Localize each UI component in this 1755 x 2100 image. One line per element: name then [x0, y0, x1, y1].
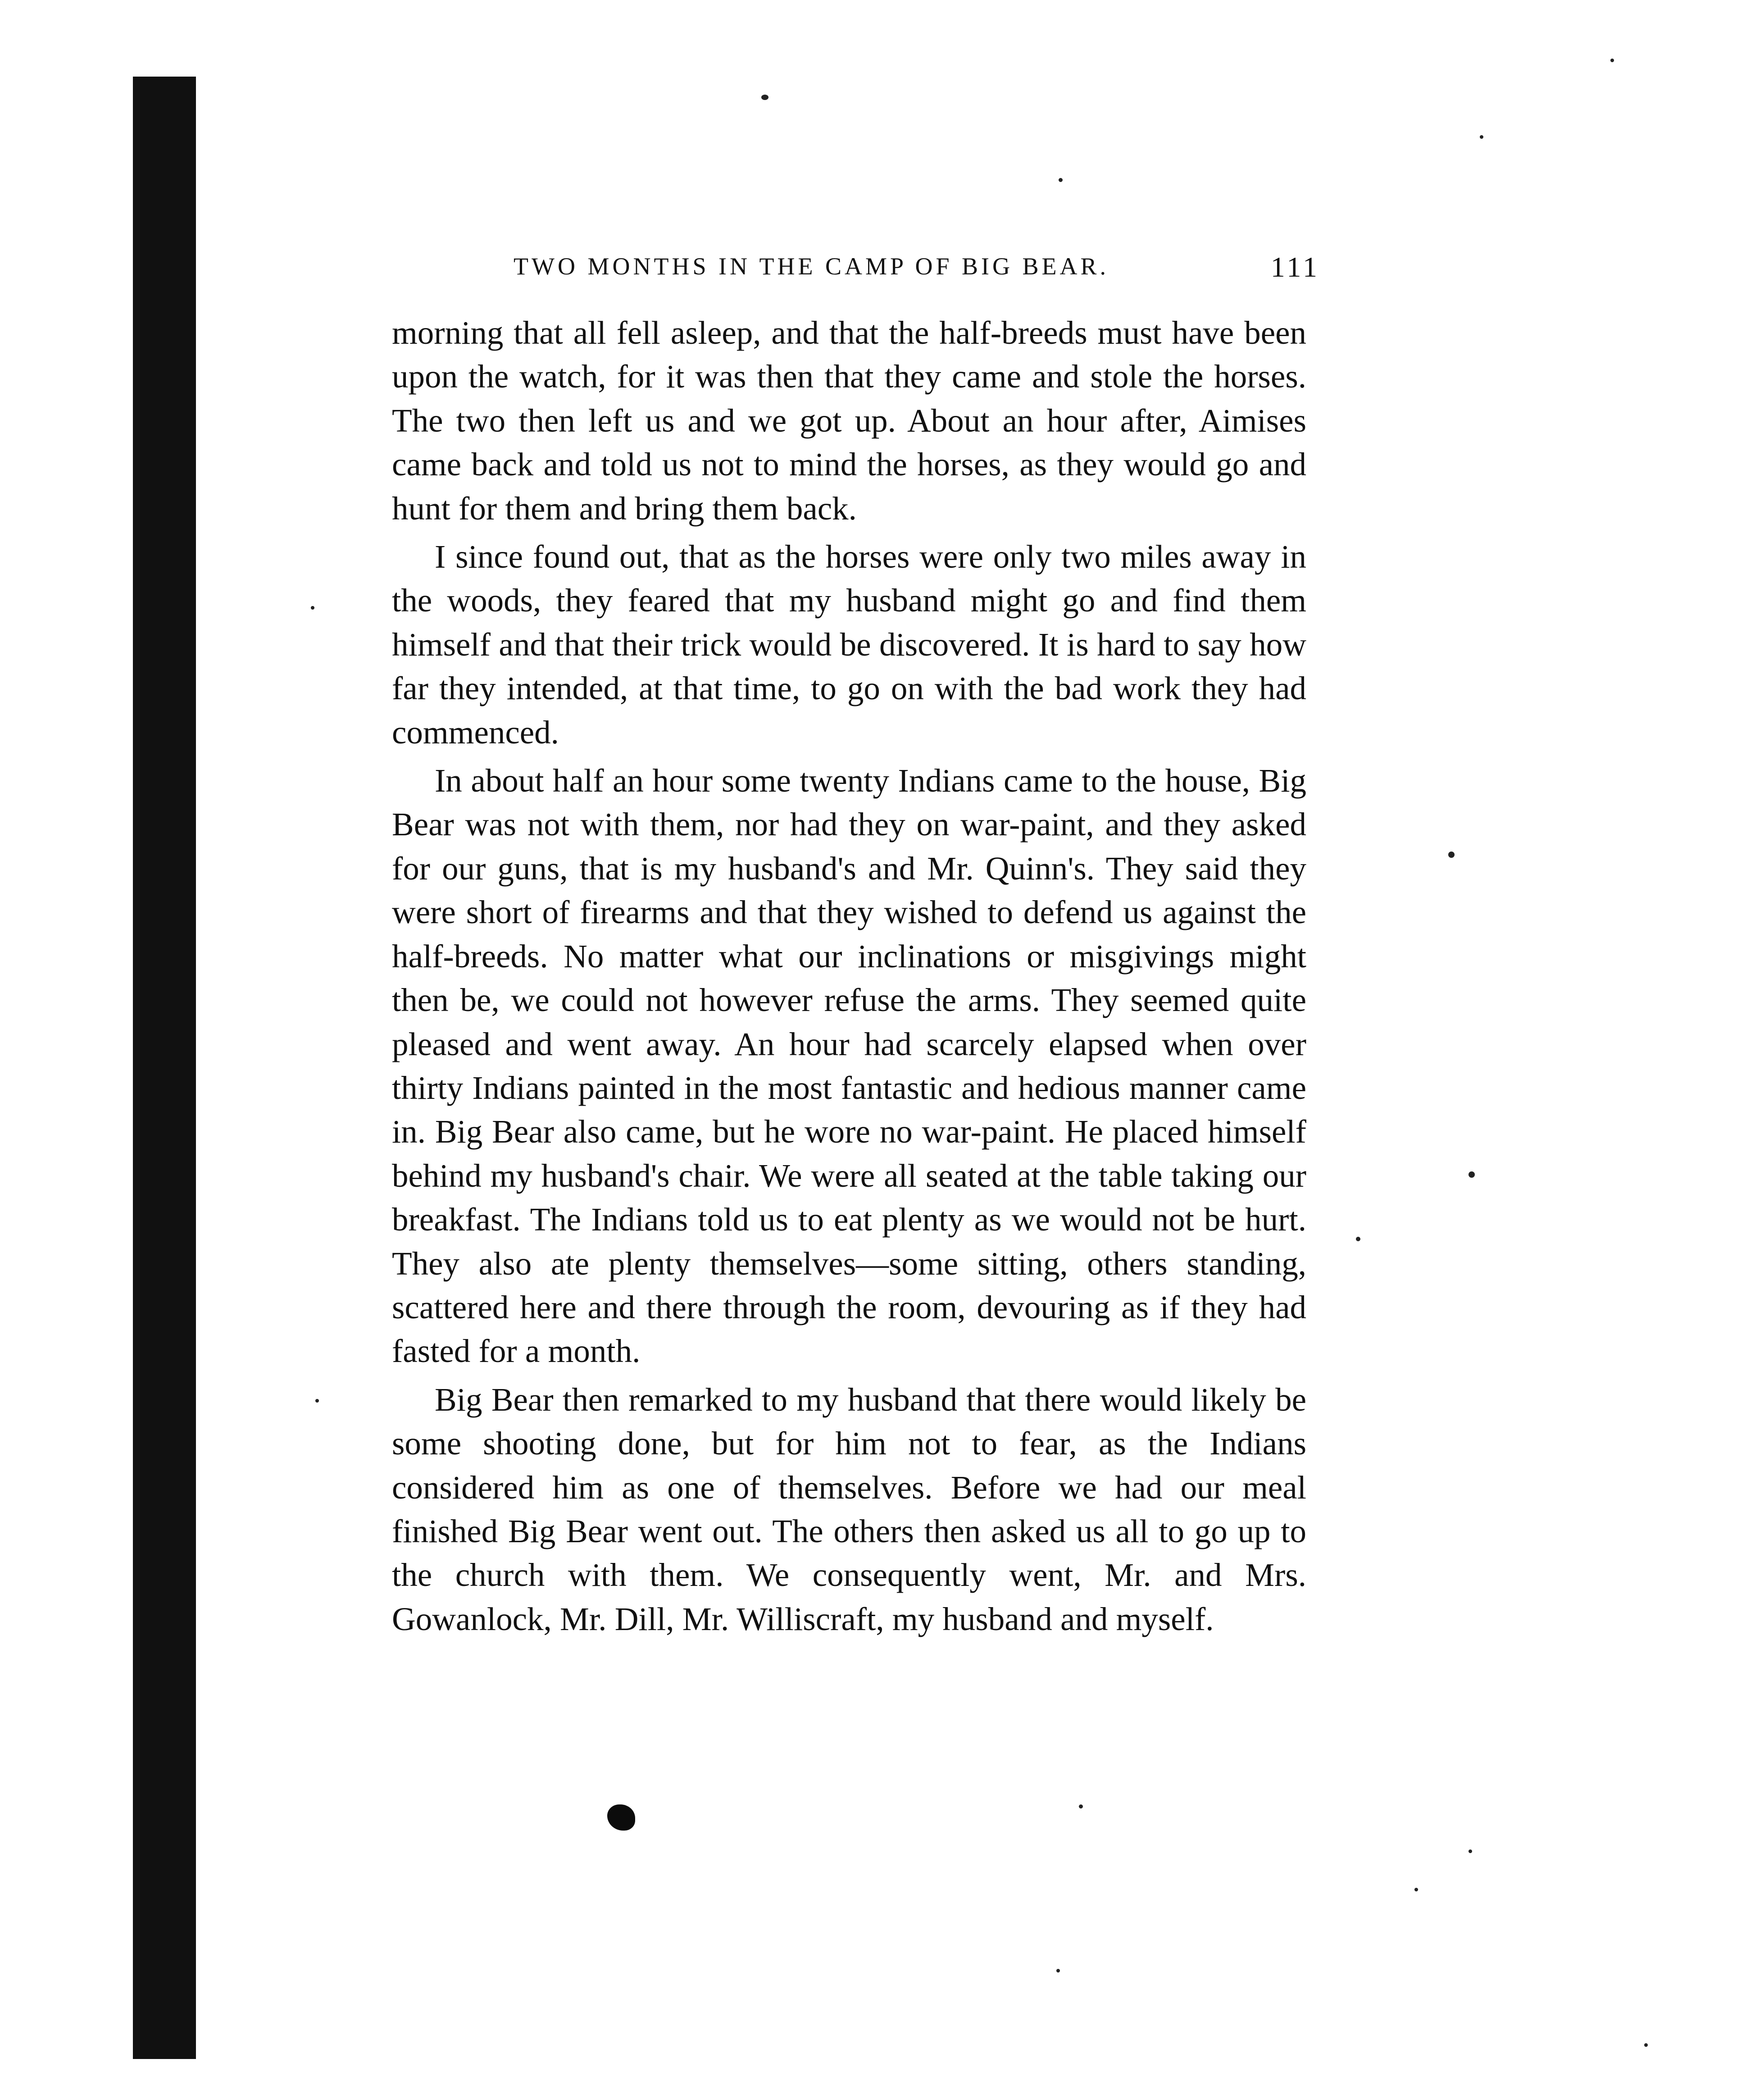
scan-speck: [1480, 135, 1483, 139]
paragraph-2: I since found out, that as the horses were only two miles away in the woods, they feared that my husband might go and find them himself and that their trick would be discovered. It is hard to say how far they intended, at that time, to go on with the bad work they had commenced.: [392, 538, 1306, 751]
scan-speck: [1644, 2043, 1648, 2047]
paragraph-1: morning that all fell asleep, and that the half-breeds must have been upon the watch, for it was then that they came and stole the horses. The two then left us and we got up. About an hour after, Aimises came back and told us not to mind the horses, as they would go and hunt for them and bring them back.: [392, 314, 1306, 527]
ink-blot: [607, 1804, 635, 1831]
scan-speck: [1079, 1804, 1083, 1808]
running-title: TWO MONTHS IN THE CAMP OF BIG BEAR.: [514, 253, 1109, 280]
scan-speck: [1610, 59, 1614, 62]
page-number: 111: [1270, 251, 1320, 283]
body-text: [392, 311, 1306, 1645]
paragraph-4: Big Bear then remarked to my husband that there would likely be some shooting done, but for him not to fear, as the Indians considered him as one of themselves. Before we had our meal finished Big Bear went out. The others then asked us all to go up to the church with them. We consequently went, Mr. and Mrs. Gowanlock, Mr. Dill, Mr. Williscraft, my husband and myself.: [392, 1381, 1306, 1637]
binding-shadow: [133, 77, 196, 2059]
scan-speck: [1469, 1849, 1472, 1853]
scan-speck: [1356, 1237, 1360, 1241]
running-head: [514, 252, 1320, 293]
paragraph-3: In about half an hour some twenty Indians came to the house, Big Bear was not with them, nor had they on war-paint, and they asked for our guns, that is my husband's and Mr. Quinn's. They said they were short of firearms and that they wished to defend us against the half-breeds. No matter what our inclinations or misgivings might then be, we could not however refuse the arms. They seemed quite pleased and went away. An hour had scarcely elapsed when over thirty Indians painted in the most fantastic and hedious manner came in. Big Bear also came, but he wore no war-paint. He placed himself behind my husband's chair. We were all seated at the table taking our breakfast. The Indians told us to eat plenty as we would not be hurt. They also ate plenty themselves—some sitting, others standing, scattered here and there through the room, devouring as if they had fasted for a month.: [392, 762, 1306, 1370]
scan-speck: [315, 1399, 319, 1403]
scan-speck: [761, 95, 768, 100]
scan-speck: [1414, 1888, 1418, 1891]
scan-speck: [1056, 1969, 1060, 1972]
scan-speck: [1448, 852, 1455, 858]
scan-speck: [1059, 178, 1063, 182]
scan-speck: [311, 606, 314, 610]
scan-speck: [1469, 1171, 1475, 1178]
